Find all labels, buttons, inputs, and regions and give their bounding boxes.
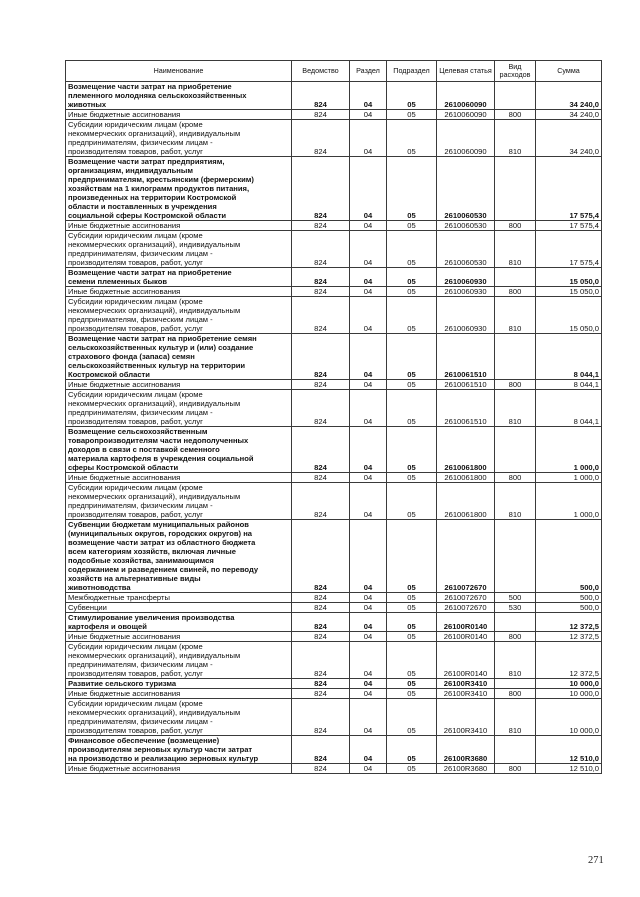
cell-expense-type: 530 [495, 603, 536, 613]
table-row [66, 593, 602, 603]
cell-name [66, 268, 292, 287]
cell-name-line: производителям зерновых культур части затрат [68, 745, 253, 754]
cell-name [66, 110, 292, 120]
cell-target-article: 2610061800 [437, 427, 495, 473]
cell-name-line: некоммерческих организаций), индивидуальным [68, 399, 241, 408]
cell-name-line: Финансовое обеспечение (возмещение) [68, 736, 220, 745]
cell-name-line: предпринимателям, физическим лицам - [68, 408, 213, 417]
cell-amount: 1 000,0 [536, 427, 602, 473]
cell-name-line: Костромской области [68, 370, 150, 379]
cell-department: 824 [292, 689, 350, 699]
cell-target-article: 2610060090 [437, 120, 495, 157]
cell-section: 04 [350, 473, 387, 483]
cell-section: 04 [350, 603, 387, 613]
cell-target-article: 26100R3410 [437, 679, 495, 689]
cell-subsection: 05 [387, 120, 437, 157]
cell-amount: 500,0 [536, 603, 602, 613]
table-row [66, 334, 602, 380]
cell-name-line: области и поставленных в учреждения [68, 202, 217, 211]
cell-name-line: некоммерческих организаций), индивидуальным [68, 306, 241, 315]
header-target-article: Целевая статья [437, 61, 495, 82]
cell-subsection: 05 [387, 157, 437, 221]
cell-department: 824 [292, 157, 350, 221]
cell-name-line: производителям товаров, работ, услуг [68, 147, 203, 156]
page-number: 271 [588, 855, 604, 866]
cell-name-line: производителям товаров, работ, услуг [68, 726, 203, 735]
cell-name-line: предпринимателям, физическим лицам - [68, 501, 213, 510]
cell-name [66, 297, 292, 334]
cell-expense-type [495, 334, 536, 380]
cell-name-line: предпринимателям, физическим лицам - [68, 315, 213, 324]
cell-department: 824 [292, 764, 350, 774]
cell-name-line: производителям товаров, работ, услуг [68, 669, 203, 678]
cell-subsection: 05 [387, 689, 437, 699]
cell-target-article: 2610061800 [437, 483, 495, 520]
cell-section: 04 [350, 679, 387, 689]
cell-amount: 34 240,0 [536, 120, 602, 157]
cell-expense-type: 800 [495, 632, 536, 642]
cell-name-line: всем категориям хозяйств, включая личные [68, 547, 236, 556]
cell-name-line: социальной сферы Костромской области [68, 211, 227, 220]
cell-name-line: возмещение части затрат из областного бюджета [68, 538, 256, 547]
cell-subsection: 05 [387, 699, 437, 736]
cell-department: 824 [292, 334, 350, 380]
cell-target-article: 26100R0140 [437, 632, 495, 642]
cell-name-line: Возмещение части затрат на приобретение [68, 268, 232, 277]
cell-amount: 1 000,0 [536, 483, 602, 520]
cell-name [66, 699, 292, 736]
table-row [66, 613, 602, 632]
cell-name-line: предпринимателям, физическим лицам - [68, 717, 213, 726]
cell-expense-type: 810 [495, 120, 536, 157]
cell-expense-type: 810 [495, 699, 536, 736]
cell-target-article: 26100R3680 [437, 764, 495, 774]
cell-amount: 15 050,0 [536, 287, 602, 297]
cell-name-line: Иные бюджетные ассигнования [68, 632, 181, 641]
cell-expense-type: 800 [495, 689, 536, 699]
cell-target-article: 2610061510 [437, 390, 495, 427]
table-body [66, 82, 602, 774]
cell-target-article: 26100R3410 [437, 699, 495, 736]
cell-amount: 12 372,5 [536, 613, 602, 632]
cell-expense-type: 800 [495, 473, 536, 483]
cell-amount: 10 000,0 [536, 699, 602, 736]
cell-department: 824 [292, 603, 350, 613]
cell-name [66, 632, 292, 642]
cell-expense-type [495, 520, 536, 593]
cell-name-line: Возмещение сельскохозяйственным [68, 427, 208, 436]
cell-subsection: 05 [387, 483, 437, 520]
cell-target-article: 2610061510 [437, 380, 495, 390]
table-row [66, 390, 602, 427]
cell-section: 04 [350, 520, 387, 593]
table-row [66, 82, 602, 110]
cell-section: 04 [350, 736, 387, 764]
cell-expense-type [495, 736, 536, 764]
table-row [66, 520, 602, 593]
cell-name-line: страхового фонда (запаса) семян [68, 352, 195, 361]
cell-name-line: предпринимателям, крестьянским (фермерским) [68, 175, 254, 184]
cell-target-article: 26100R3680 [437, 736, 495, 764]
cell-name-line: доходов в связи с поставкой семенного [68, 445, 220, 454]
cell-department: 824 [292, 473, 350, 483]
cell-name-line: некоммерческих организаций), индивидуальным [68, 651, 241, 660]
cell-amount: 34 240,0 [536, 110, 602, 120]
cell-expense-type: 810 [495, 297, 536, 334]
table-row [66, 120, 602, 157]
cell-department: 824 [292, 390, 350, 427]
cell-name-line: подсобные хозяйства, занимающимся [68, 556, 214, 565]
cell-target-article: 2610061800 [437, 473, 495, 483]
header-name: Наименование [66, 61, 292, 82]
cell-name-line: производителям товаров, работ, услуг [68, 324, 203, 333]
header-subsection: Подраздел [387, 61, 437, 82]
cell-name [66, 473, 292, 483]
cell-name [66, 593, 292, 603]
table-row [66, 157, 602, 221]
cell-name [66, 764, 292, 774]
cell-name-line: Развитие сельского туризма [68, 679, 177, 688]
cell-name-line: Межбюджетные трансферты [68, 593, 170, 602]
cell-name [66, 427, 292, 473]
cell-amount: 8 044,1 [536, 390, 602, 427]
cell-amount: 15 050,0 [536, 297, 602, 334]
header-expense-type: Вид расходов [495, 61, 536, 82]
cell-target-article: 2610060530 [437, 231, 495, 268]
cell-name [66, 157, 292, 221]
table-row [66, 473, 602, 483]
cell-amount: 15 050,0 [536, 268, 602, 287]
cell-target-article: 2610072670 [437, 603, 495, 613]
cell-amount: 17 575,4 [536, 221, 602, 231]
cell-expense-type [495, 613, 536, 632]
cell-expense-type: 810 [495, 231, 536, 268]
cell-subsection: 05 [387, 520, 437, 593]
cell-department: 824 [292, 287, 350, 297]
budget-table [65, 60, 602, 774]
cell-section: 04 [350, 593, 387, 603]
cell-name-line: организациям, индивидуальным [68, 166, 193, 175]
table-row [66, 427, 602, 473]
table-row [66, 287, 602, 297]
cell-name-line: сельскохозяйственных культур на территории [68, 361, 246, 370]
cell-name [66, 82, 292, 110]
cell-subsection: 05 [387, 764, 437, 774]
cell-name [66, 390, 292, 427]
cell-name [66, 334, 292, 380]
cell-section: 04 [350, 334, 387, 380]
cell-name-line: Стимулирование увеличения производства [68, 613, 235, 622]
cell-target-article: 2610060930 [437, 297, 495, 334]
cell-section: 04 [350, 689, 387, 699]
cell-name [66, 231, 292, 268]
header-department: Ведомство [292, 61, 350, 82]
cell-department: 824 [292, 268, 350, 287]
table-row [66, 268, 602, 287]
table-row [66, 699, 602, 736]
cell-name-line: Субсидии юридическим лицам (кроме [68, 231, 203, 240]
table-row [66, 110, 602, 120]
cell-subsection: 05 [387, 297, 437, 334]
cell-subsection: 05 [387, 473, 437, 483]
cell-section: 04 [350, 642, 387, 679]
header-section: Раздел [350, 61, 387, 82]
table-row [66, 764, 602, 774]
cell-section: 04 [350, 110, 387, 120]
cell-name-line: производителям товаров, работ, услуг [68, 258, 203, 267]
cell-subsection: 05 [387, 593, 437, 603]
cell-subsection: 05 [387, 390, 437, 427]
cell-name [66, 520, 292, 593]
cell-amount: 10 000,0 [536, 689, 602, 699]
cell-section: 04 [350, 82, 387, 110]
cell-subsection: 05 [387, 221, 437, 231]
cell-expense-type [495, 427, 536, 473]
cell-name-line: Субсидии юридическим лицам (кроме [68, 699, 203, 708]
table-row [66, 689, 602, 699]
cell-name-line: Субсидии юридическим лицам (кроме [68, 642, 203, 651]
cell-department: 824 [292, 297, 350, 334]
cell-name [66, 483, 292, 520]
cell-section: 04 [350, 632, 387, 642]
cell-subsection: 05 [387, 110, 437, 120]
cell-name-line: некоммерческих организаций), индивидуальным [68, 492, 241, 501]
cell-name [66, 679, 292, 689]
cell-name-line: Иные бюджетные ассигнования [68, 287, 181, 296]
cell-amount: 500,0 [536, 520, 602, 593]
cell-name-line: предпринимателям, физическим лицам - [68, 249, 213, 258]
cell-name-line: товаропроизводителям части недополученных [68, 436, 249, 445]
cell-subsection: 05 [387, 231, 437, 268]
cell-name-line: Субсидии юридическим лицам (кроме [68, 120, 203, 129]
cell-expense-type: 800 [495, 221, 536, 231]
cell-section: 04 [350, 427, 387, 473]
cell-name-line: Возмещение части затрат предприятиям, [68, 157, 225, 166]
cell-section: 04 [350, 221, 387, 231]
cell-name-line: производителям товаров, работ, услуг [68, 417, 203, 426]
cell-department: 824 [292, 613, 350, 632]
table-row [66, 231, 602, 268]
cell-department: 824 [292, 427, 350, 473]
cell-target-article: 2610060090 [437, 82, 495, 110]
cell-name-line: Иные бюджетные ассигнования [68, 380, 181, 389]
table-row [66, 603, 602, 613]
cell-name-line: (муниципальных округов, городских округов) на [68, 529, 252, 538]
cell-name-line: произведенных на территории Костромской [68, 193, 237, 202]
cell-name-line: животноводства [68, 583, 131, 592]
cell-section: 04 [350, 231, 387, 268]
cell-name-line: Субсидии юридическим лицам (кроме [68, 297, 203, 306]
cell-target-article: 2610060530 [437, 221, 495, 231]
cell-name-line: Иные бюджетные ассигнования [68, 473, 181, 482]
cell-name-line: предпринимателям, физическим лицам - [68, 138, 213, 147]
cell-expense-type [495, 268, 536, 287]
cell-department: 824 [292, 120, 350, 157]
cell-target-article: 26100R3410 [437, 689, 495, 699]
cell-name [66, 380, 292, 390]
cell-target-article: 26100R0140 [437, 642, 495, 679]
cell-amount: 17 575,4 [536, 231, 602, 268]
cell-section: 04 [350, 120, 387, 157]
cell-target-article: 2610060090 [437, 110, 495, 120]
cell-name-line: хозяйствам на 1 килограмм продуктов питания, [68, 184, 250, 193]
cell-name-line: Возмещение части затрат на приобретение [68, 82, 232, 91]
cell-expense-type: 500 [495, 593, 536, 603]
cell-target-article: 2610072670 [437, 593, 495, 603]
cell-name [66, 603, 292, 613]
cell-section: 04 [350, 380, 387, 390]
cell-name-line: Иные бюджетные ассигнования [68, 689, 181, 698]
cell-name-line: предпринимателям, физическим лицам - [68, 660, 213, 669]
cell-name-line: сферы Костромской области [68, 463, 179, 472]
table-row [66, 679, 602, 689]
cell-amount: 8 044,1 [536, 334, 602, 380]
table-header [66, 61, 602, 82]
cell-amount: 12 372,5 [536, 642, 602, 679]
cell-subsection: 05 [387, 613, 437, 632]
cell-name [66, 613, 292, 632]
cell-name-line: Возмещение части затрат на приобретение семян [68, 334, 257, 343]
cell-subsection: 05 [387, 632, 437, 642]
cell-department: 824 [292, 110, 350, 120]
cell-department: 824 [292, 736, 350, 764]
cell-expense-type: 810 [495, 483, 536, 520]
cell-name [66, 642, 292, 679]
cell-section: 04 [350, 613, 387, 632]
cell-subsection: 05 [387, 287, 437, 297]
cell-name-line: Иные бюджетные ассигнования [68, 764, 181, 773]
cell-department: 824 [292, 221, 350, 231]
cell-name-line: Иные бюджетные ассигнования [68, 110, 181, 119]
table-row [66, 221, 602, 231]
cell-name-line: хозяйств на альтернативные виды [68, 574, 201, 583]
cell-name [66, 287, 292, 297]
cell-subsection: 05 [387, 736, 437, 764]
cell-section: 04 [350, 287, 387, 297]
cell-name-line: некоммерческих организаций), индивидуальным [68, 708, 241, 717]
cell-target-article: 2610060930 [437, 287, 495, 297]
cell-amount: 500,0 [536, 593, 602, 603]
cell-subsection: 05 [387, 679, 437, 689]
cell-name-line: на производство и реализацию зерновых культур [68, 754, 259, 763]
cell-expense-type: 810 [495, 390, 536, 427]
cell-target-article: 2610072670 [437, 520, 495, 593]
cell-target-article: 2610061510 [437, 334, 495, 380]
cell-expense-type: 800 [495, 380, 536, 390]
cell-subsection: 05 [387, 334, 437, 380]
cell-name-line: Субсидии юридическим лицам (кроме [68, 483, 203, 492]
cell-name-line: некоммерческих организаций), индивидуальным [68, 240, 241, 249]
cell-name [66, 120, 292, 157]
table-row [66, 380, 602, 390]
cell-section: 04 [350, 268, 387, 287]
cell-name-line: Субвенции бюджетам муниципальных районов [68, 520, 249, 529]
cell-section: 04 [350, 390, 387, 427]
cell-target-article: 2610060930 [437, 268, 495, 287]
cell-name-line: производителям товаров, работ, услуг [68, 510, 203, 519]
cell-amount: 17 575,4 [536, 157, 602, 221]
cell-department: 824 [292, 593, 350, 603]
cell-name-line: материала картофеля в учреждения социальной [68, 454, 254, 463]
cell-department: 824 [292, 699, 350, 736]
cell-expense-type: 800 [495, 110, 536, 120]
cell-name-line: племенного молодняка сельскохозяйственных [68, 91, 247, 100]
cell-name-line: Субсидии юридическим лицам (кроме [68, 390, 203, 399]
cell-department: 824 [292, 380, 350, 390]
cell-amount: 1 000,0 [536, 473, 602, 483]
table-row [66, 632, 602, 642]
cell-target-article: 26100R0140 [437, 613, 495, 632]
table-row [66, 297, 602, 334]
cell-expense-type: 810 [495, 642, 536, 679]
cell-section: 04 [350, 157, 387, 221]
cell-name-line: сельскохозяйственных культур и (или) создание [68, 343, 254, 352]
cell-department: 824 [292, 632, 350, 642]
cell-name-line: семени племенных быков [68, 277, 168, 286]
cell-expense-type: 800 [495, 764, 536, 774]
cell-amount: 8 044,1 [536, 380, 602, 390]
cell-amount: 12 372,5 [536, 632, 602, 642]
cell-expense-type [495, 82, 536, 110]
cell-subsection: 05 [387, 82, 437, 110]
cell-name-line: животных [68, 100, 107, 109]
cell-department: 824 [292, 231, 350, 268]
cell-department: 824 [292, 82, 350, 110]
cell-department: 824 [292, 642, 350, 679]
cell-department: 824 [292, 679, 350, 689]
cell-name-line: Иные бюджетные ассигнования [68, 221, 181, 230]
cell-name [66, 736, 292, 764]
cell-amount: 12 510,0 [536, 764, 602, 774]
cell-department: 824 [292, 520, 350, 593]
table-row [66, 642, 602, 679]
cell-name-line: содержанием и разведением свиней, по переводу [68, 565, 259, 574]
cell-section: 04 [350, 764, 387, 774]
cell-subsection: 05 [387, 603, 437, 613]
table-row [66, 483, 602, 520]
cell-department: 824 [292, 483, 350, 520]
cell-name-line: Субвенции [68, 603, 107, 612]
cell-section: 04 [350, 699, 387, 736]
cell-section: 04 [350, 297, 387, 334]
cell-subsection: 05 [387, 427, 437, 473]
cell-amount: 10 000,0 [536, 679, 602, 689]
cell-expense-type [495, 157, 536, 221]
cell-expense-type [495, 679, 536, 689]
cell-name-line: некоммерческих организаций), индивидуальным [68, 129, 241, 138]
cell-subsection: 05 [387, 268, 437, 287]
cell-target-article: 2610060530 [437, 157, 495, 221]
table-row [66, 736, 602, 764]
cell-subsection: 05 [387, 642, 437, 679]
cell-section: 04 [350, 483, 387, 520]
cell-name [66, 221, 292, 231]
cell-subsection: 05 [387, 380, 437, 390]
header-row [66, 61, 602, 82]
cell-name-line: картофеля и овощей [68, 622, 147, 631]
cell-name [66, 689, 292, 699]
header-amount: Сумма [536, 61, 602, 82]
cell-amount: 34 240,0 [536, 82, 602, 110]
cell-expense-type: 800 [495, 287, 536, 297]
cell-amount: 12 510,0 [536, 736, 602, 764]
